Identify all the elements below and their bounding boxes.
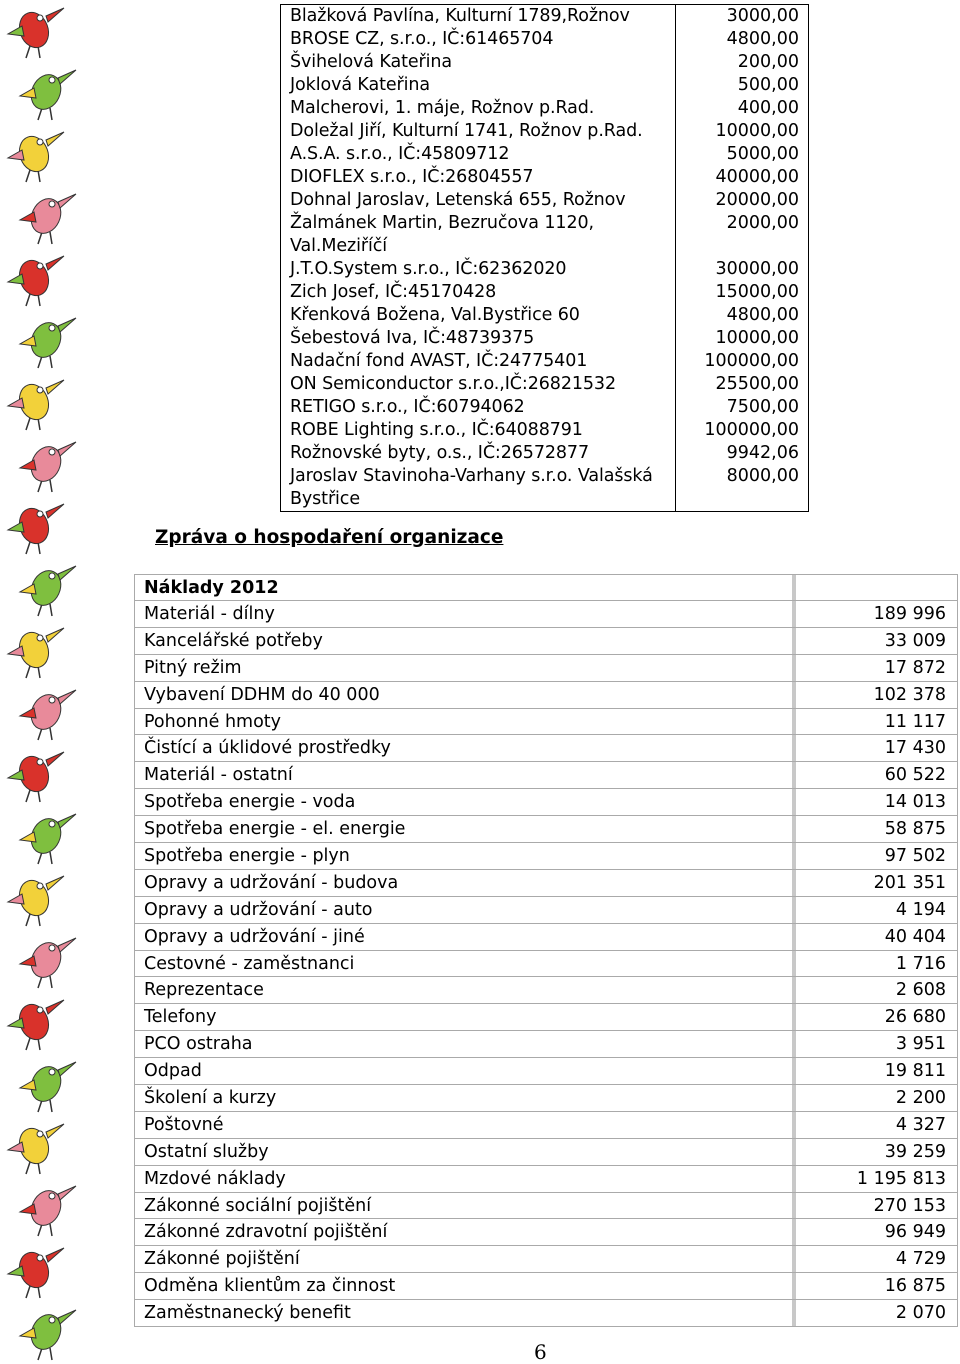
cost-value: 11 117 <box>796 709 958 735</box>
cost-label: Zákonné zdravotní pojištění <box>135 1219 796 1245</box>
donor-row <box>281 488 808 511</box>
donor-amount: 100000,00 <box>704 420 799 440</box>
donor-row <box>281 189 808 212</box>
donor-name: RETIGO s.r.o., IČ:60794062 <box>290 397 525 417</box>
cost-value: 17 872 <box>796 655 958 681</box>
donor-amount: 4800,00 <box>726 29 799 49</box>
donor-amount: 20000,00 <box>715 190 799 210</box>
donor-amount: 3000,00 <box>726 6 799 26</box>
bird-icon <box>14 1302 84 1362</box>
donor-name: Val.Meziříčí <box>290 236 388 256</box>
donor-row <box>281 74 808 97</box>
cost-label: Spotřeba energie - el. energie <box>135 816 796 842</box>
cost-row <box>135 816 958 843</box>
bird-icon <box>2 372 72 432</box>
cost-label: Opravy a udržování - jiné <box>135 924 796 950</box>
cost-value: 270 153 <box>796 1193 958 1219</box>
donor-row <box>281 350 808 373</box>
cost-label: Spotřeba energie - voda <box>135 789 796 815</box>
donor-amount: 10000,00 <box>715 328 799 348</box>
donor-row <box>281 304 808 327</box>
cost-value: 40 404 <box>796 924 958 950</box>
donor-rows <box>281 5 808 511</box>
cost-value: 16 875 <box>796 1273 958 1299</box>
donor-row <box>281 143 808 166</box>
cost-value: 96 949 <box>796 1219 958 1245</box>
donor-name: J.T.O.System s.r.o., IČ:62362020 <box>290 259 567 279</box>
cost-label: Pitný režim <box>135 655 796 681</box>
costs-header-value <box>796 575 958 600</box>
cost-label: Zaměstnanecký benefit <box>135 1300 796 1326</box>
cost-label: Vybavení DDHM do 40 000 <box>135 682 796 708</box>
page-number: 6 <box>534 1340 547 1364</box>
donor-name: Šebestová Iva, IČ:48739375 <box>290 328 535 348</box>
cost-label: Reprezentace <box>135 977 796 1003</box>
cost-label: Mzdové náklady <box>135 1166 796 1192</box>
donor-row <box>281 235 808 258</box>
donor-name: Blažková Pavlína, Kulturní 1789,Rožnov <box>290 6 630 26</box>
cost-row <box>135 1273 958 1300</box>
cost-row <box>135 843 958 870</box>
column-divider <box>675 5 676 511</box>
donor-name: Dohnal Jaroslav, Letenská 655, Rožnov <box>290 190 626 210</box>
bird-icon <box>2 868 72 928</box>
cost-row <box>135 1246 958 1273</box>
donor-amount: 7500,00 <box>726 397 799 417</box>
cost-label: Telefony <box>135 1004 796 1030</box>
donor-name: ROBE Lighting s.r.o., IČ:64088791 <box>290 420 583 440</box>
donor-name: Nadační fond AVAST, IČ:24775401 <box>290 351 588 371</box>
donors-table <box>280 4 809 512</box>
cost-label: Opravy a udržování - auto <box>135 897 796 923</box>
cost-value: 26 680 <box>796 1004 958 1030</box>
cost-row <box>135 870 958 897</box>
donor-row <box>281 97 808 120</box>
donor-amount: 2000,00 <box>726 213 799 233</box>
cost-label: Ostatní služby <box>135 1139 796 1165</box>
cost-value: 2 070 <box>796 1300 958 1326</box>
cost-row <box>135 924 958 951</box>
costs-header-label: Náklady 2012 <box>135 575 796 600</box>
donor-amount: 500,00 <box>737 75 799 95</box>
donor-amount: 4800,00 <box>726 305 799 325</box>
bird-icon <box>2 744 72 804</box>
cost-label: Čistící a úklidové prostředky <box>135 735 796 761</box>
cost-row <box>135 977 958 1004</box>
donor-name: Doležal Jiří, Kulturní 1741, Rožnov p.Rad. <box>290 121 643 141</box>
cost-value: 4 194 <box>796 897 958 923</box>
donor-amount: 200,00 <box>737 52 799 72</box>
cost-value: 17 430 <box>796 735 958 761</box>
cost-label: Kancelářské potřeby <box>135 628 796 654</box>
donor-row <box>281 166 808 189</box>
donor-amount: 40000,00 <box>715 167 799 187</box>
cost-row <box>135 709 958 736</box>
donor-name: Joklová Kateřina <box>290 75 431 95</box>
donor-name: A.S.A. s.r.o., IČ:45809712 <box>290 144 510 164</box>
cost-value: 33 009 <box>796 628 958 654</box>
cost-value: 97 502 <box>796 843 958 869</box>
bird-icon <box>2 248 72 308</box>
cost-value: 4 327 <box>796 1112 958 1138</box>
cost-label: Poštovné <box>135 1112 796 1138</box>
bird-icon <box>2 1116 72 1176</box>
donor-row <box>281 281 808 304</box>
cost-rows <box>135 601 958 1327</box>
cost-row <box>135 762 958 789</box>
cost-row <box>135 1112 958 1139</box>
donor-name: ON Semiconductor s.r.o.,IČ:26821532 <box>290 374 616 394</box>
cost-value: 4 729 <box>796 1246 958 1272</box>
cost-label: Spotřeba energie - plyn <box>135 843 796 869</box>
cost-row <box>135 897 958 924</box>
cost-value: 58 875 <box>796 816 958 842</box>
cost-value: 102 378 <box>796 682 958 708</box>
cost-value: 14 013 <box>796 789 958 815</box>
donor-name: Křenková Božena, Val.Bystřice 60 <box>290 305 580 325</box>
bird-icon <box>2 0 72 60</box>
donor-amount: 15000,00 <box>715 282 799 302</box>
donor-name: Rožnovské byty, o.s., IČ:26572877 <box>290 443 590 463</box>
cost-row <box>135 682 958 709</box>
cost-label: PCO ostraha <box>135 1031 796 1057</box>
cost-label: Zákonné pojištění <box>135 1246 796 1272</box>
bird-icon <box>2 620 72 680</box>
donor-row <box>281 327 808 350</box>
donor-row <box>281 442 808 465</box>
report-title: Zpráva o hospodaření organizace <box>155 527 504 548</box>
donor-name: Bystřice <box>290 489 360 509</box>
cost-value: 2 608 <box>796 977 958 1003</box>
bird-icon <box>14 1178 84 1238</box>
donor-row <box>281 51 808 74</box>
cost-row <box>135 1219 958 1246</box>
cost-row <box>135 1085 958 1112</box>
costs-header-row <box>135 575 958 601</box>
donor-row <box>281 419 808 442</box>
cost-value: 1 195 813 <box>796 1166 958 1192</box>
donor-row <box>281 465 808 488</box>
donor-amount: 9942,06 <box>726 443 799 463</box>
donor-name: DIOFLEX s.r.o., IČ:26804557 <box>290 167 534 187</box>
costs-table <box>134 574 958 1327</box>
bird-icon <box>14 682 84 742</box>
donor-amount: 30000,00 <box>715 259 799 279</box>
cost-row <box>135 1031 958 1058</box>
donor-name: BROSE CZ, s.r.o., IČ:61465704 <box>290 29 554 49</box>
donor-amount: 5000,00 <box>726 144 799 164</box>
cost-label: Odměna klientům za činnost <box>135 1273 796 1299</box>
cost-row <box>135 1058 958 1085</box>
cost-row <box>135 601 958 628</box>
cost-value: 201 351 <box>796 870 958 896</box>
cost-label: Materiál - dílny <box>135 601 796 627</box>
cost-value: 1 716 <box>796 951 958 977</box>
cost-row <box>135 951 958 978</box>
donor-name: Švihelová Kateřina <box>290 52 452 72</box>
donor-row <box>281 373 808 396</box>
cost-row <box>135 1193 958 1220</box>
donor-row <box>281 396 808 419</box>
donor-name: Žalmánek Martin, Bezručova 1120, <box>290 213 594 233</box>
donor-row <box>281 258 808 281</box>
cost-value: 39 259 <box>796 1139 958 1165</box>
cost-value: 189 996 <box>796 601 958 627</box>
cost-row <box>135 1004 958 1031</box>
donor-amount: 100000,00 <box>704 351 799 371</box>
donor-amount: 25500,00 <box>715 374 799 394</box>
cost-value: 60 522 <box>796 762 958 788</box>
bird-icon <box>14 62 84 122</box>
cost-label: Pohonné hmoty <box>135 709 796 735</box>
cost-value: 2 200 <box>796 1085 958 1111</box>
donor-name: Jaroslav Stavinoha-Varhany s.r.o. Valašská <box>290 466 653 486</box>
bird-icon <box>14 434 84 494</box>
bird-icon <box>2 496 72 556</box>
cost-label: Opravy a udržování - budova <box>135 870 796 896</box>
decorative-bird-border <box>0 0 78 1364</box>
donor-amount: 8000,00 <box>726 466 799 486</box>
bird-icon <box>2 992 72 1052</box>
cost-row <box>135 1300 958 1327</box>
donor-name: Malcherovi, 1. máje, Rožnov p.Rad. <box>290 98 595 118</box>
bird-icon <box>14 310 84 370</box>
donor-row <box>281 28 808 51</box>
cost-label: Materiál - ostatní <box>135 762 796 788</box>
cost-row <box>135 735 958 762</box>
donor-name: Zich Josef, IČ:45170428 <box>290 282 497 302</box>
cost-label: Odpad <box>135 1058 796 1084</box>
bird-icon <box>14 1054 84 1114</box>
cost-value: 19 811 <box>796 1058 958 1084</box>
cost-value: 3 951 <box>796 1031 958 1057</box>
donor-amount: 400,00 <box>737 98 799 118</box>
donor-amount: 10000,00 <box>715 121 799 141</box>
cost-row <box>135 1139 958 1166</box>
bird-icon <box>14 186 84 246</box>
cost-label: Školení a kurzy <box>135 1085 796 1111</box>
cost-label: Zákonné sociální pojištění <box>135 1193 796 1219</box>
bird-icon <box>14 558 84 618</box>
cost-row <box>135 1166 958 1193</box>
cost-row <box>135 628 958 655</box>
cost-row <box>135 789 958 816</box>
bird-icon <box>14 930 84 990</box>
donor-row <box>281 120 808 143</box>
cost-row <box>135 655 958 682</box>
donor-row <box>281 212 808 235</box>
bird-icon <box>2 124 72 184</box>
donor-row <box>281 5 808 28</box>
bird-icon <box>14 806 84 866</box>
bird-icon <box>2 1240 72 1300</box>
cost-label: Cestovné - zaměstnanci <box>135 951 796 977</box>
